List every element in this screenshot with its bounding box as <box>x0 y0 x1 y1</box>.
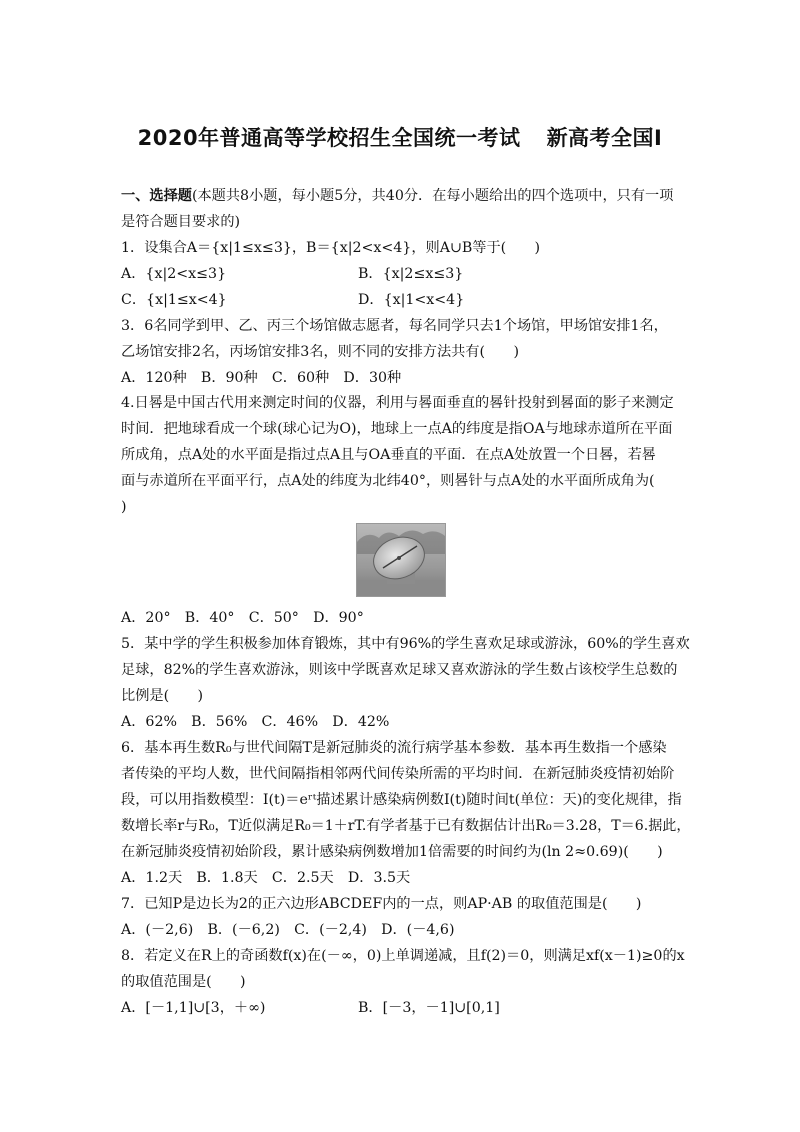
q3-line-1: 3．6名同学到甲、乙、丙三个场馆做志愿者，每名同学只去1个场馆，甲场馆安排1名， <box>121 318 668 334</box>
section-heading: 一、选择题 <box>121 188 192 204</box>
q1-option-c: C．{x|1≤x<4} <box>121 292 227 308</box>
section-intro-line-2: 是符合题目要求的) <box>121 214 241 230</box>
exam-title-sub: 新高考全国Ⅰ <box>546 126 663 150</box>
q1-option-d: D．{x|1<x<4} <box>358 292 465 308</box>
q8-line-1: 8．若定义在R上的奇函数f(x)在(－∞，0)上单调递减，且f(2)＝0，则满足xf(x－1)≥0的x <box>121 948 685 964</box>
q6-line-3: 段，可以用指数模型：I(t)＝eʳᵗ描述累计感染病例数I(t)随时间t(单位：天)的变化规律，指 <box>121 792 682 808</box>
sundial-drawing <box>357 524 445 596</box>
q5-options: A．62% B．56% C．46% D．42% <box>121 714 390 730</box>
q4-line-1: 4.日晷是中国古代用来测定时间的仪器，利用与晷面垂直的晷针投射到晷面的影子来测定 <box>121 395 674 411</box>
q6-line-5: 在新冠肺炎疫情初始阶段，累计感染病例数增加1倍需要的时间约为(ln 2≈0.69)( ) <box>121 844 663 860</box>
q5-line-3: 比例是( ) <box>121 688 204 704</box>
q1-stem: 1．设集合A＝{x|1≤x≤3}，B＝{x|2<x<4}，则A∪B等于( ) <box>121 240 541 256</box>
q1-option-b: B．{x|2≤x≤3} <box>358 266 464 282</box>
q4-options: A．20° B．40° C．50° D．90° <box>121 610 364 626</box>
q6-line-2: 者传染的平均人数，世代间隔指相邻两代间传染所需的平均时间．在新冠肺炎疫情初始阶 <box>121 766 675 782</box>
q6-line-1: 6．基本再生数R₀与世代间隔T是新冠肺炎的流行病学基本参数．基本再生数指一个感染 <box>121 740 667 756</box>
q7-options: A．(－2,6) B．(－6,2) C．(－2,4) D．(－4,6) <box>121 922 455 938</box>
exam-title-main: 2020年普通高等学校招生全国统一考试 <box>137 126 521 150</box>
exam-title <box>0 122 800 152</box>
q6-line-4: 数增长率r与R₀，T近似满足R₀＝1＋rT.有学者基于已有数据估计出R₀＝3.28，T＝6.据此， <box>121 818 691 834</box>
q4-line-2: 时间．把地球看成一个球(球心记为O)，地球上一点A的纬度是指OA与地球赤道所在平面 <box>121 421 673 437</box>
q6-options: A．1.2天 B．1.8天 C．2.5天 D．3.5天 <box>121 870 411 886</box>
sundial-image <box>356 523 446 597</box>
q8-option-b: B．[－3，－1]∪[0,1] <box>358 1000 500 1016</box>
q1-option-a: A．{x|2<x≤3} <box>121 266 227 282</box>
q3-line-2: 乙场馆安排2名，丙场馆安排3名，则不同的安排方法共有( ) <box>121 344 520 360</box>
q3-options: A．120种 B．90种 C．60种 D．30种 <box>121 370 402 386</box>
q5-line-2: 足球，82%的学生喜欢游泳，则该中学既喜欢足球又喜欢游泳的学生数占该校学生总数的 <box>121 662 678 678</box>
q8-line-2: 的取值范围是( ) <box>121 974 246 990</box>
q5-line-1: 5．某中学的学生积极参加体育锻炼，其中有96%的学生喜欢足球或游泳，60%的学生喜欢 <box>121 636 690 652</box>
q8-option-a: A．[－1,1]∪[3，＋∞) <box>121 1000 266 1016</box>
q4-line-5: ) <box>121 499 127 515</box>
q7-line-1: 7．已知P是边长为2的正六边形ABCDEF内的一点，则AP·AB 的取值范围是( ) <box>121 896 642 912</box>
section-intro-line-1 <box>121 186 673 206</box>
q4-line-3: 所成角，点A处的水平面是指过点A且与OA垂直的平面．在点A处放置一个日晷，若晷 <box>121 447 656 463</box>
q4-line-4: 面与赤道所在平面平行，点A处的纬度为北纬40°，则晷针与点A处的水平面所成角为( <box>121 473 655 489</box>
section-intro-text: (本题共8小题，每小题5分，共40分．在每小题给出的四个选项中，只有一项 <box>191 188 674 204</box>
